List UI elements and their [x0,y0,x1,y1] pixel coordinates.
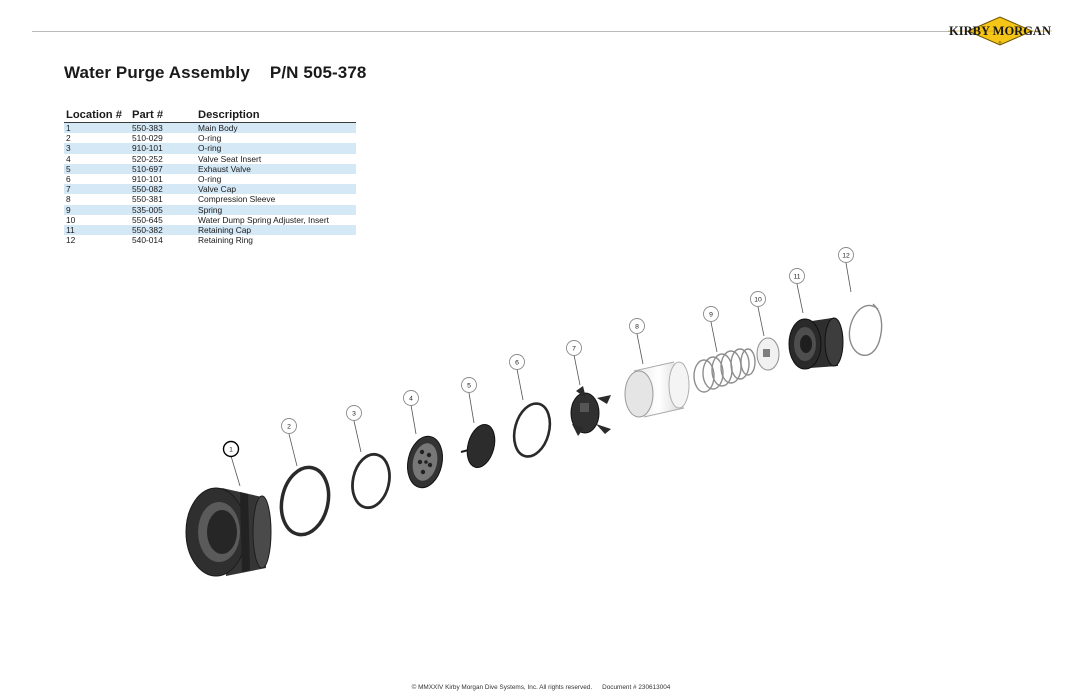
callout-2 [282,419,297,434]
cell-description: Compression Sleeve [198,194,276,205]
part-valve-seat-insert [403,433,447,491]
callout-7 [567,341,582,356]
callout-label: 12 [842,252,850,260]
footer [0,684,1082,691]
cell-part-number: 510-029 [132,133,163,144]
cell-location: 10 [66,214,76,225]
cell-description: O-ring [198,174,222,185]
callout-3 [347,406,362,421]
cell-part-number: 550-381 [132,194,163,205]
document-number: Document # 230613004 [602,684,671,691]
part-spring [694,349,755,392]
callout-label: 1 [229,446,233,454]
cell-part-number: 510-697 [130,164,196,174]
cell-description: Water Dump Spring Adjuster, Insert [198,214,329,225]
cell-part-number: 540-014 [132,235,163,246]
callout-9 [704,307,719,322]
cell-part-number: 550-383 [130,123,196,134]
cell-location: 3 [64,143,130,153]
part-retaining-cap [789,318,843,369]
callout-label: 2 [287,423,291,431]
cell-location: 6 [66,174,71,185]
callout-12 [839,248,854,263]
part-spring-adjuster-insert [757,338,779,370]
callout-label: 3 [352,410,356,418]
cell-location: 7 [64,184,130,194]
cell-location: 9 [64,205,130,215]
cell-description: O-ring [198,133,222,144]
callout-label: 6 [515,359,519,367]
cell-description: Retaining Cap [196,225,356,235]
callout-label: 8 [635,323,639,331]
cell-location: 2 [66,133,71,144]
column-header-description: Description [196,109,356,123]
part-o-ring-3 [348,451,394,511]
callout-5 [462,378,477,393]
callout-label: 9 [709,311,713,319]
part-o-ring-6 [509,400,556,461]
callout-6 [510,355,525,370]
cell-part-number: 910-101 [130,143,196,153]
callout-11 [790,269,805,284]
cell-location: 12 [66,235,76,246]
part-o-ring-2 [275,463,334,539]
callout-label: 11 [793,273,801,281]
callout-4 [404,391,419,406]
part-main-body [186,488,271,576]
cell-description: Valve Cap [196,184,356,194]
column-header-location: Location # [64,109,130,123]
callout-label: 5 [467,382,471,390]
callout-label: 10 [754,296,762,304]
cell-description: Spring [196,205,356,215]
callout-1 [224,442,239,457]
callout-8 [630,319,645,334]
cell-description: O-ring [196,143,356,153]
cell-location: 5 [64,164,130,174]
cell-part-number: 520-252 [132,153,163,164]
callout-label: 4 [409,395,413,403]
assembly-title: Water Purge Assembly [64,63,250,82]
cell-part-number: 550-645 [132,214,163,225]
cell-description: Retaining Ring [198,235,253,246]
cell-description: Exhaust Valve [196,164,356,174]
part-exhaust-valve [461,421,499,470]
cell-location: 8 [66,194,71,205]
cell-part-number: 550-382 [130,225,196,235]
svg-text:KIRBY MORGAN: KIRBY MORGAN [949,24,1051,38]
cell-location: 4 [66,153,71,164]
column-header-part: Part # [130,109,196,123]
callout-label: 7 [572,345,576,353]
cell-part-number: 550-082 [130,184,196,194]
cell-location: 1 [64,123,130,134]
cell-location: 11 [64,225,130,235]
svg-text:®: ® [998,40,1002,45]
cell-description: Valve Seat Insert [198,153,262,164]
copyright-text: © MMXXIV Kirby Morgan Dive Systems, Inc. All rights reserved. [411,684,593,691]
part-valve-cap [571,386,611,436]
cell-part-number: 910-101 [132,174,163,185]
cell-description: Main Body [196,123,356,134]
part-retaining-ring [849,304,881,355]
part-compression-sleeve [625,362,689,417]
cell-part-number: 535-005 [130,205,196,215]
callout-10 [751,292,766,307]
part-number: P/N 505-378 [269,63,367,82]
